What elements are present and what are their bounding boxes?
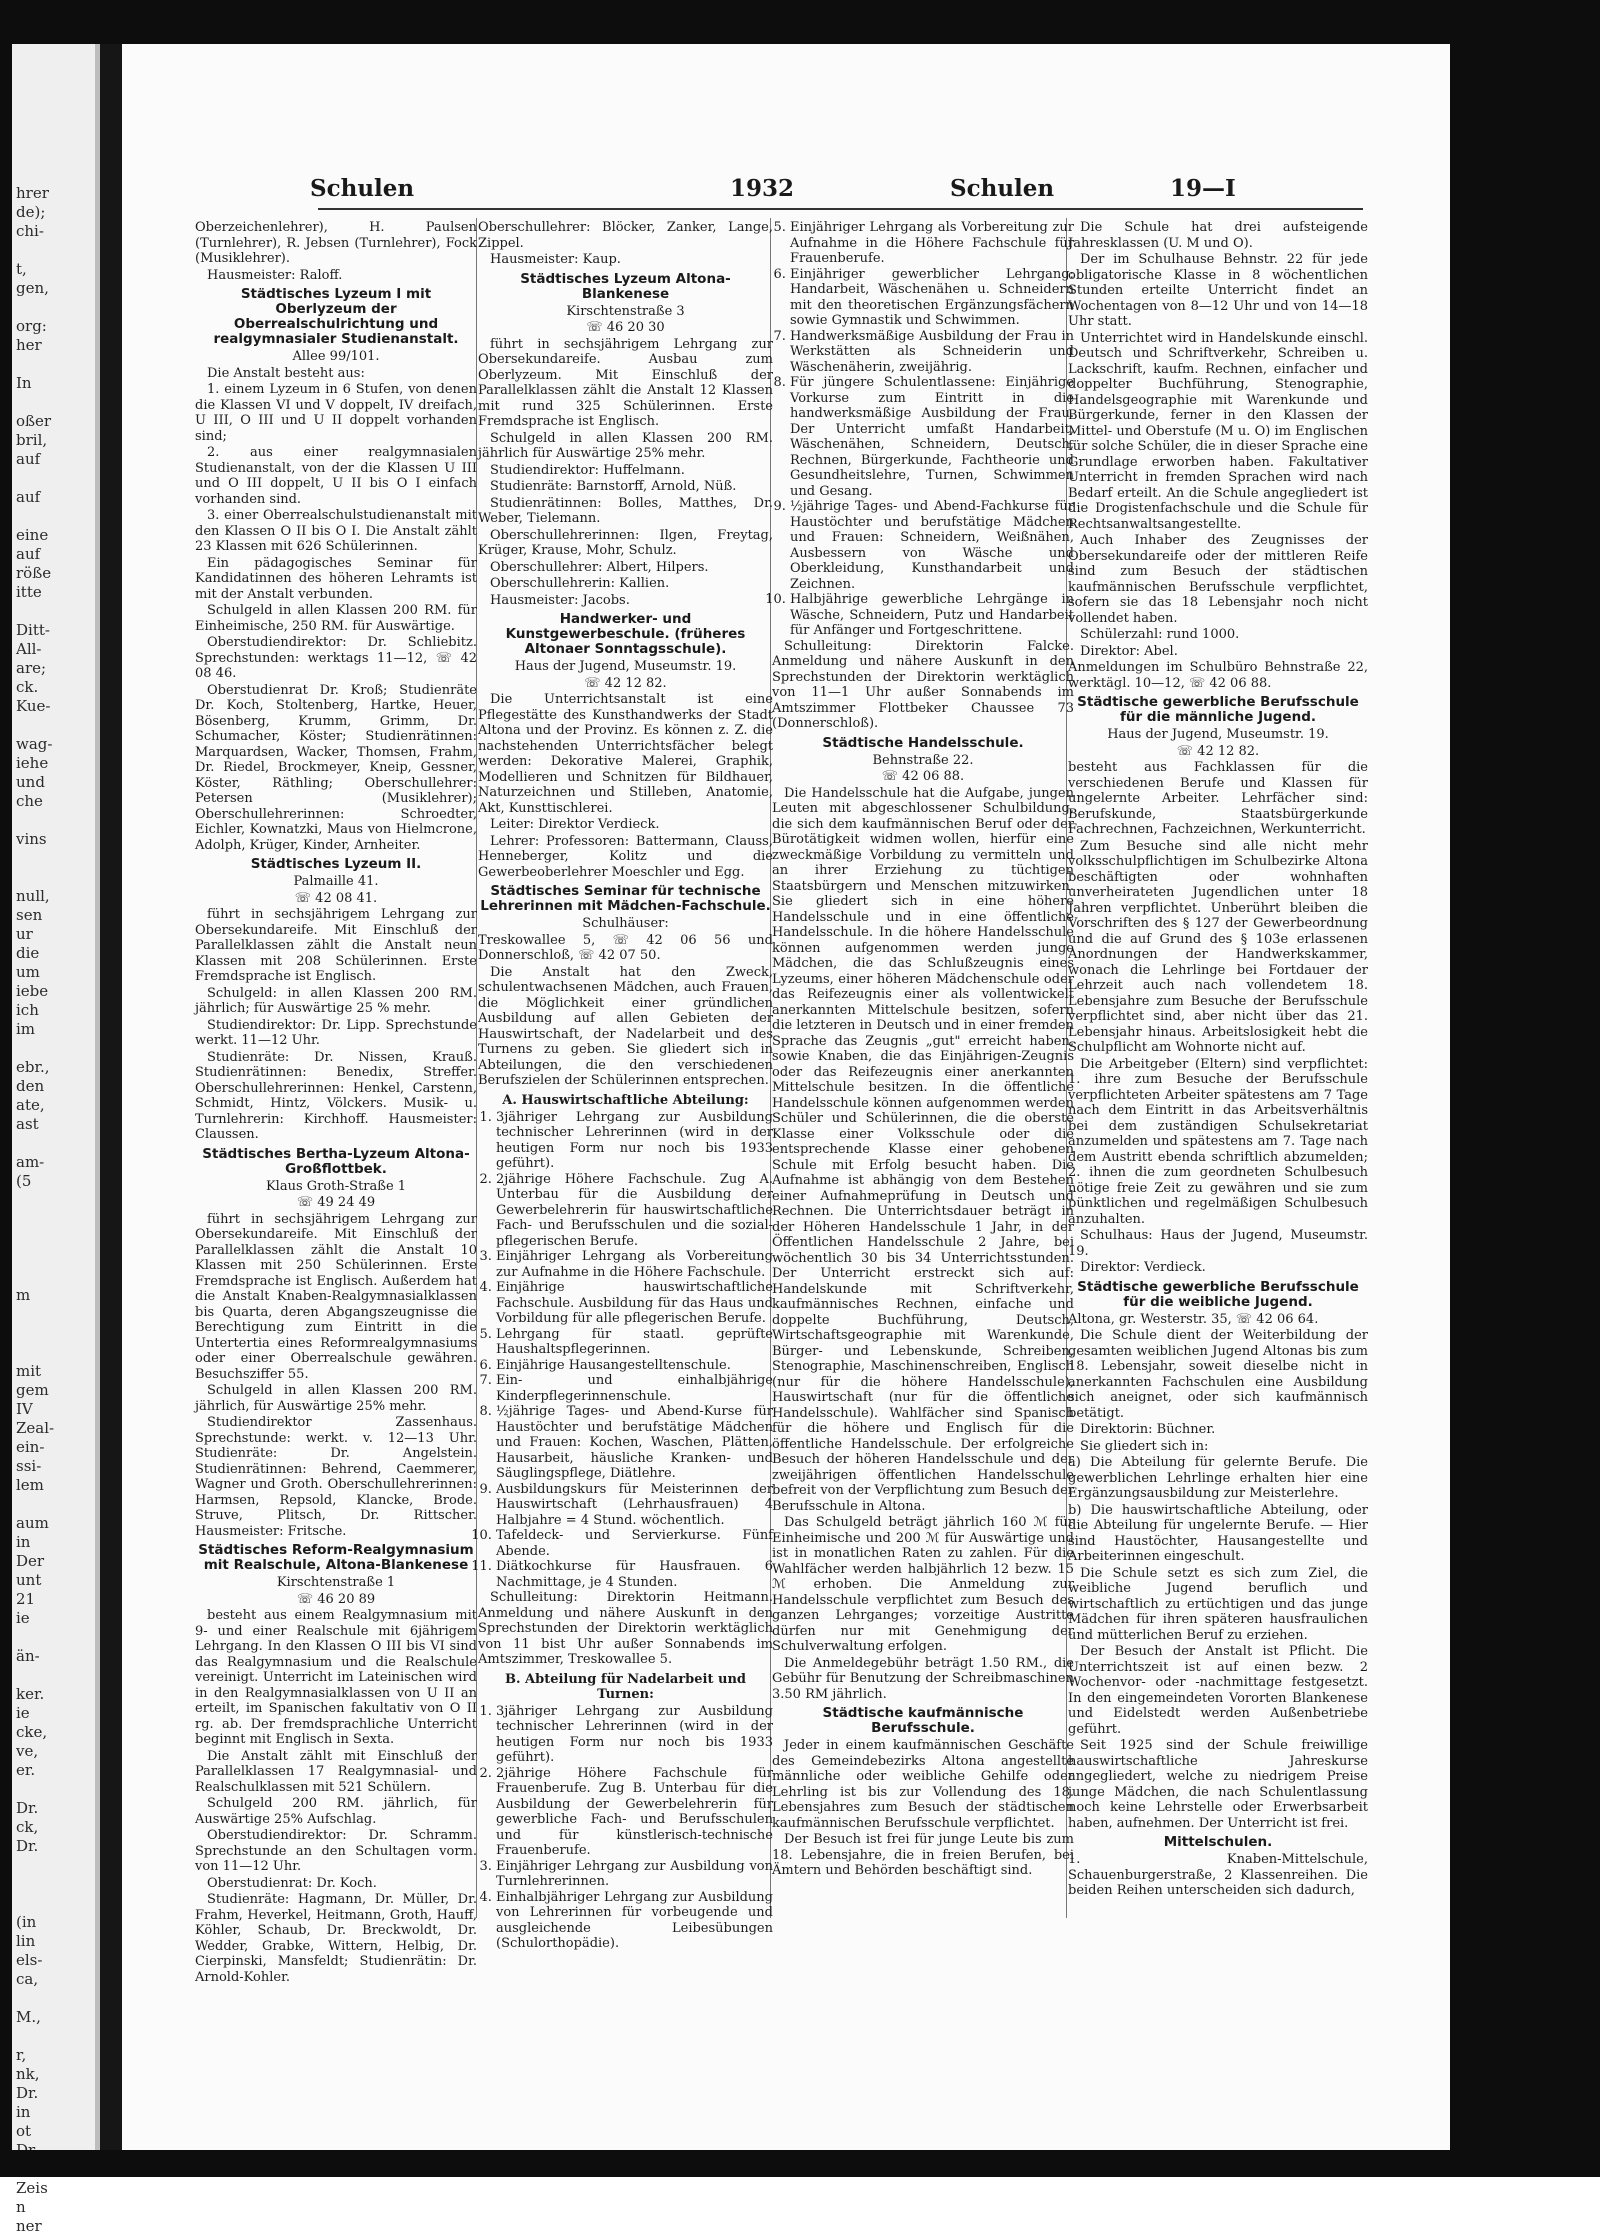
previous-page-fragment: eine — [16, 526, 49, 544]
previous-page-fragment: IV — [16, 1400, 33, 1418]
numbered-list — [772, 220, 1074, 639]
previous-page-fragment: Zeis — [16, 2179, 48, 2197]
paragraph: Die Anstalt zählt mit Einschluß der Parallelklassen 17 Realgymnasial- und Realschulklassen mit 521 Schülern. — [195, 1748, 477, 1795]
previous-page-fragment: än- — [16, 1647, 40, 1665]
paragraph: Studienrätinnen: Bolles, Matthes, Dr. Weber, Tielemann. — [478, 495, 773, 526]
paragraph: Oberstudienrat Dr. Kroß; Studienräte Dr. Koch, Stoltenberg, Hartke, Heuer, Bösenberg, Krumm, Grimm, Dr. Schumacher, Köster; Studienrätinnen: Marquardsen, Wacker, Thomsen, Frahm, Dr. Riedel, Brockmeyer, Kneip, Gessner, Köster, Räthling; Oberschullehrer: Petersen (Musiklehrer); Oberschullehrerinnen: Schroedter, Eichler, Kownatzki, Maus von Hielmcrone, Adolph, Krüger, Kinder, Arnheiter. — [195, 682, 477, 853]
previous-page-fragment: Dr. — [16, 1837, 39, 1855]
previous-page-fragment: ast — [16, 1115, 39, 1133]
address-line: ☏ 42 12 82. — [1176, 743, 1260, 759]
paragraph: Oberstudiendirektor: Dr. Schramm. Sprechstunde an den Schultagen vorm. von 11—12 Uhr. — [195, 1828, 477, 1874]
paragraph: Schulgeld in allen Klassen 200 RM. jährlich, für Auswärtige 25% mehr. — [195, 1383, 477, 1414]
previous-page-fragment: ck. — [16, 678, 39, 696]
previous-page-fragment: um — [16, 963, 40, 981]
previous-page-fragment: ie — [16, 1704, 30, 1722]
paragraph: Oberzeichenlehrer), H. Paulsen (Turnlehrer), R. Jebsen (Turnlehrer), Fock (Musiklehrer). — [195, 220, 477, 266]
list-item: 9. Ausbildungskurs für Meisterinnen der Hauswirtschaft (Lehrhausfrauen) 4 Halbjahre = 4 Stund. wöchentlich. — [496, 1482, 773, 1529]
page-number: 19—I — [1170, 175, 1236, 202]
previous-page-fragment: 21 — [16, 1590, 36, 1608]
previous-page-fragment: iebe — [16, 982, 49, 1000]
header-left-title: Schulen — [310, 175, 415, 202]
previous-page-fragment: Dr. — [16, 2084, 39, 2102]
address-line: ☏ 49 24 49 — [296, 1195, 376, 1210]
paragraph: Zum Besuche sind alle nicht mehr volksschulpflichtigen im Schulbezirke Altona beschäftigten oder wohnhaften unverheirateten Jugendlichen unter 18 Jahren verpflichtet. Unberührt bleiben die Vorschriften des § 127 der Gewerbeordnung und die auf Grund des § 103e erlassenen Anordnungen der Handwerkskammer, wonach die Lehrlinge bei Fortdauer der Lehrzeit auch nach vollendetem 18. Lebensjahre zum Besuche der Berufsschule verpflichtet sind, aber nicht über das 21. Lebensjahr hinaus. Arbeitslosigkeit hebt die Schulpflicht am Wohnorte nicht auf. — [1068, 838, 1368, 1055]
paragraph: b) Die hauswirtschaftliche Abteilung, oder die Abteilung für ungelernte Berufe. — Hier sind Haustöchter, Hausangestellte und Arbeiterinnen eingeschult. — [1068, 1502, 1368, 1564]
numbered-list — [478, 1704, 773, 1952]
previous-page-fragment: In — [16, 374, 32, 392]
list-item: 2. 2jährige Höhere Fachschule für Frauenberufe. Zug B. Unterbau für die Ausbildung der Gewerbelehrerin für gewerbliche Fach- und Berufsschulen und für künstlerisch-technische Frauenberufe. — [496, 1766, 773, 1859]
previous-page-fragment: sen — [16, 906, 43, 924]
paragraph: Hausmeister: Raloff. — [207, 267, 343, 283]
previous-page-fragment: in — [16, 1533, 31, 1551]
paragraph: Oberstudiendirektor: Dr. Schliebitz. Sprechstunden: werktags 11—12, ☏ 42 08 46. — [195, 635, 477, 681]
paragraph: Das Schulgeld beträgt jährlich 160 ℳ für Einheimische und 200 ℳ für Auswärtige und ist in monatlichen Raten zu zahlen. Für die Wahlfächer werden halbjährlich 12 bezw. 15 ℳ erhoben. Die Anmeldung zur Handelsschule verpflichtet zum Besuch des ganzen Lehrganges; vorzeitige Austritte dürfen nur mit Genehmigung der Schulverwaltung erfolgen. — [772, 1515, 1074, 1654]
previous-page-fragment: are; — [16, 659, 47, 677]
paragraph: Treskowallee 5, ☏ 42 06 56 und Donnerschloß, ☏ 42 07 50. — [478, 932, 773, 963]
paragraph: Die Schule setzt es sich zum Ziel, die weibliche Jugend beruflich und wirtschaftlich zu ertüchtigen und das junge Mädchen für ihren späteren hausfraulichen und mütterlichen Beruf zu erziehen. — [1068, 1565, 1368, 1643]
paragraph: Schulleitung: Direktorin Falcke. Anmeldung und nähere Auskunft in den Sprechstunden der Direktorin werktäglich von 11—1 Uhr außer Sonnabends im Amtszimmer Flottbeker Chaussee 73 (Donnerschloß). — [772, 638, 1074, 731]
list-item: 4. Einhalbjähriger Lehrgang zur Ausbildung von Lehrerinnen für vorbeugende und ausgleichende Leibesübungen (Schulorthopädie). — [496, 1890, 773, 1952]
subsection-heading: A. Hauswirtschaftliche Abteilung: — [502, 1092, 749, 1108]
previous-page-fragment: ur — [16, 925, 33, 943]
paragraph: Schulleitung: Direktorin Heitmann. Anmeldung und nähere Auskunft in den Sprechstunden der Direktorin werktäglich von 11 bist Uhr außer Sonnabends im Amtszimmer, Treskowallee 5. — [478, 1590, 773, 1667]
previous-page-fragment: All- — [16, 640, 42, 658]
previous-page-fragment: ssi- — [16, 1457, 42, 1475]
previous-page-fragment: r, — [16, 2046, 27, 2064]
scan-border-bottom — [0, 2150, 1600, 2177]
header-right-title: Schulen — [950, 175, 1055, 202]
paragraph: Die Arbeitgeber (Eltern) sind verpflichtet: 1. ihre zum Besuche der Berufsschule verpflichteten Arbeiter spätestens am 7 Tage nach dem Eintritt in das Arbeitsverhältnis bei dem zuständigen Schulsekretariat anzumelden und spätestens am 7. Tage nach dem Austritt ebenda schriftlich abzumelden; 2. ihnen die zum geordneten Schulbesuch nötige freie Zeit zu gewähren und sie zum pünktlichen und regelmäßigen Schulbesuch anzuhalten. — [1068, 1056, 1368, 1227]
previous-page-edge — [12, 44, 95, 2235]
previous-page-fragment: org: — [16, 317, 47, 335]
previous-page-fragment: ck, — [16, 1818, 39, 1836]
previous-page-fragment: lem — [16, 1476, 44, 1494]
list-item: 10. Tafeldeck- und Servierkurse. Fünf Abende. — [496, 1528, 773, 1559]
paragraph: besteht aus Fachklassen für die verschiedenen Berufe und Klassen für ungelernte Arbeiter. Lehrfächer sind: Berufskunde, Staatsbürgerkunde Fachrechnen, Fachzeichnen, Werkunterricht. — [1068, 760, 1368, 837]
previous-page-fragment: (in — [16, 1913, 37, 1931]
paragraph: Studiendirektor: Dr. Lipp. Sprechstunde werkt. 11—12 Uhr. — [195, 1017, 477, 1048]
paragraph: 3. einer Oberrealschulstudienanstalt mit den Klassen O II bis O I. Die Anstalt zählt 23 Klassen mit 626 Schülerinnen. — [195, 508, 477, 554]
previous-page-fragment: Kue- — [16, 697, 51, 715]
previous-page-fragment: auf — [16, 545, 41, 563]
paragraph: Oberschullehrer: Albert, Hilpers. — [490, 559, 709, 575]
previous-page-fragment: null, — [16, 887, 50, 905]
paragraph: Studiendirektor Zassenhaus. Sprechstunde: werkt. v. 12—13 Uhr. Studienräte: Dr. Angelstein. Studienrätinnen: Behrend, Caemmerer, Wagner und Groth. Oberschullehrerinnen: Harmsen, Repsold, Klancke, Brode. Struve, Plitsch, Dr. Rittscher. Hausmeister: Fritsche. — [195, 1415, 477, 1539]
previous-page-fragment: ebr., — [16, 1058, 50, 1076]
paragraph: Die Schule dient der Weiterbildung der gesamten weiblichen Jugend Altonas bis zum 18. Lebensjahr, soweit dieselbe nicht in anerkannten Fachschulen eine Ausbildung sich aneignet, oder sich kaufmännisch betätigt. — [1068, 1328, 1368, 1421]
previous-page-fragment: ate, — [16, 1096, 45, 1114]
paragraph: Die Anstalt hat den Zweck, schulentwachsenen Mädchen, auch Frauen, die Möglichkeit einer gründlichen Ausbildung auf allen Gebieten der Hauswirtschaft, der Nadelarbeit und des Turnens zu geben. Sie gliedert sich in Abteilungen, die den verschiedenen Berufszielen der Schülerinnen entsprechen. — [478, 964, 773, 1088]
list-item: 1. 3jähriger Lehrgang zur Ausbildung technischer Lehrerinnen (wird in der heutigen Form nur noch bis 1933 geführt). — [496, 1110, 773, 1172]
text-column-3 — [772, 220, 1074, 2100]
paragraph: Studienräte: Dr. Nissen, Krauß. Studienrätinnen: Benedix, Streffer. Oberschullehrerinnen: Henkel, Carstenn, Schmidt, Hintz, Völckers. Musik- u. Turnlehrerin: Kirchhoff. Hausmeister: Claussen. — [195, 1049, 477, 1142]
paragraph: Studienräte: Hagmann, Dr. Müller, Dr. Frahm, Heverkel, Heitmann, Groth, Hauff, Köhler, Schaub, Dr. Breckwoldt, Dr. Wedder, Grabke, Wittern, Helbig, Dr. Cierpinski, Mansfeldt; Studienrätin: Dr. Arnold-Kohler. — [195, 1892, 477, 1985]
paragraph: Leiter: Direktor Verdieck. — [490, 817, 660, 832]
list-item: 8. ½jährige Tages- und Abend-Kurse für Haustöchter und berufstätige Mädchen und Frauen: Kochen, Waschen, Plätten, Hausarbeit, häusliche Kranken- und Säuglingspflege, Diätlehre. — [496, 1404, 773, 1482]
paragraph: Studienräte: Barnstorff, Arnold, Nüß. — [490, 479, 737, 494]
paragraph: führt in sechsjährigem Lehrgang zur Obersekundareife. Mit Einschluß der Parallelklassen zählt die Anstalt 10 Klassen mit 250 Schülerinnen. Erste Fremdsprache ist Englisch. Außerdem hat die Anstalt Knaben-Realgymnasialklassen bis Quarta, deren Abgangszeugnisse die Berechtigung zum Eintritt in die Untertertia eines Reformrealgymnasiums oder einer Oberrealschule gewähren. Besuchsziffer 55. — [195, 1211, 477, 1382]
previous-page-fragment: iehe — [16, 754, 49, 772]
previous-page-fragment: auf — [16, 450, 41, 468]
previous-page-fragment: lin — [16, 1932, 36, 1950]
list-item: 2. 2jährige Höhere Fachschule. Zug A. Unterbau für die Ausbildung der Gewerbelehrerin für hauswirtschaftliche Fach- und Berufsschulen und die sozial-pflegerischen Berufe. — [496, 1172, 773, 1250]
previous-page-fragment: auf — [16, 488, 41, 506]
previous-page-fragment: in — [16, 2103, 31, 2121]
binding-gutter — [100, 44, 122, 2150]
text-column-4 — [1068, 220, 1368, 2100]
previous-page-fragment: n — [16, 2198, 26, 2216]
section-heading: Städtische gewerbliche Berufsschule für die männliche Jugend. — [1077, 694, 1359, 725]
list-item: 10. Halbjährige gewerbliche Lehrgänge in Wäsche, Schneidern, Putz und Handarbeit für Anfänger und Fortgeschrittene. — [790, 592, 1074, 639]
previous-page-fragment: den — [16, 1077, 45, 1095]
previous-page-fragment: de); — [16, 203, 46, 221]
paragraph: Lehrer: Professoren: Battermann, Clauss, Henneberger, Kolitz und die Gewerbeoberlehrer Moeschler und Egg. — [478, 833, 773, 880]
paragraph: Seit 1925 sind der Schule freiwillige hauswirtschaftliche Jahreskurse angegliedert, welche zu niedrigem Preise junge Mädchen, die nach Schulentlassung noch keine Lehrstelle oder Erwerbsarbeit haben, aufnehmen. Der Unterricht ist frei. — [1068, 1738, 1368, 1831]
previous-page-fragment: am- — [16, 1153, 45, 1171]
section-heading: Städtisches Seminar für technische Lehrerinnen mit Mädchen-Fachschule. — [480, 883, 771, 914]
address-line: ☏ 42 08 41. — [294, 890, 378, 906]
section-heading: Städtisches Bertha-Lyzeum Altona-Großflottbek. — [202, 1145, 470, 1177]
section-heading: Mittelschulen. — [1163, 1834, 1273, 1850]
list-item: 6. Einjähriger gewerblicher Lehrgang: Handarbeit, Wäschenähen u. Schneidern mit den theoretischen Ergänzungsfächern sowie Gymnastik und Schwimmen. — [790, 267, 1074, 329]
previous-page-fragment: und — [16, 773, 45, 791]
header-year: 1932 — [730, 175, 795, 202]
previous-page-fragment: hrer — [16, 184, 49, 202]
previous-page-fragment: oßer — [16, 412, 52, 430]
paragraph: Die Anmeldegebühr beträgt 1.50 RM., die Gebühr für Benutzung der Schreibmaschinen 3.50 RM jährlich. — [772, 1655, 1074, 1702]
previous-page-fragment: ca, — [16, 1970, 39, 1988]
section-heading: Städtisches Lyzeum I mit Oberlyzeum der Oberrealschulrichtung und realgymnasialer Studienanstalt. — [213, 286, 459, 347]
address-line: ☏ 46 20 89 — [296, 1591, 376, 1607]
list-item: 7. Handwerksmäßige Ausbildung der Frau in Werkstätten als Schneiderin und Wäschenäherin, zweijährig. — [790, 329, 1074, 376]
paragraph: 1. einem Lyzeum in 6 Stufen, von denen die Klassen VI und V doppelt, IV dreifach, U III, O III und U II doppelt vorhanden sind; — [195, 382, 477, 444]
previous-page-fragment: chi- — [16, 222, 44, 240]
list-item: 6. Einjährige Hausangestelltenschule. — [496, 1358, 773, 1374]
paragraph: Oberschullehrerin: Kallien. — [490, 576, 670, 591]
previous-page-fragment: die — [16, 944, 40, 962]
previous-page-fragment: Zeal- — [16, 1419, 55, 1437]
paragraph: Oberschullehrer: Blöcker, Zanker, Lange, Zippel. — [478, 220, 773, 251]
text-column-2 — [478, 220, 773, 2100]
previous-page-fragment: im — [16, 1020, 36, 1038]
list-item: 1. 3jähriger Lehrgang zur Ausbildung technischer Lehrerinnen (wird in der heutigen Form nur noch bis 1933 geführt). — [496, 1704, 773, 1766]
text-column-1 — [195, 220, 477, 2100]
previous-page-fragment: M., — [16, 2008, 41, 2026]
paragraph: Hausmeister: Jacobs. — [490, 592, 630, 608]
paragraph: Schulgeld: in allen Klassen 200 RM. jährlich; für Auswärtige 25 % mehr. — [195, 985, 477, 1016]
address-line: ☏ 46 20 30 — [586, 320, 665, 335]
list-item: 7. Ein- und einhalbjährige Kinderpflegerinnenschule. — [496, 1373, 773, 1404]
paragraph: Die Unterrichtsanstalt ist eine Pflegestätte des Kunsthandwerks der Stadt Altona und der Provinz. Es können z. Z. die nachstehenden Unterrichtsfächer belegt werden: Dekorative Malerei, Graphik, Modellieren und Schnitzen für Bildhauer, Naturzeichnen und Stilleben, Anatomie, Akt, Kunsttischlerei. — [478, 692, 773, 816]
previous-page-fragment: Dr. — [16, 1799, 39, 1817]
paragraph: Die Anstalt besteht aus: — [207, 365, 365, 381]
list-item: 9. ½jährige Tages- und Abend-Fachkurse für Haustöchter und berufstätige Mädchen und Frauen: Schneidern, Weißnähen, Ausbessern von Wäsche und Oberkleidung, Kunsthandarbeit und Zeichnen. — [790, 499, 1074, 592]
address-line: Kirschtenstraße 1 — [276, 1575, 396, 1590]
paragraph: Studiendirektor: Huffelmann. — [490, 462, 685, 478]
list-item: 3. Einjähriger Lehrgang als Vorbereitung zur Aufnahme in die Höhere Fachschule. — [496, 1249, 773, 1280]
paragraph: Jeder in einem kaufmännischen Geschäfte des Gemeindebezirks Altona angestellte männliche oder weibliche Gehilfe oder Lehrling ist bis zur Vollendung des 18. Lebensjahres zum Besuch der städtischen kaufmännischen Berufsschule verpflichtet. — [772, 1738, 1074, 1831]
paragraph: Die Schule hat drei aufsteigende Jahresklassen (U. M und O). — [1068, 220, 1368, 251]
address-line: ☏ 42 06 88. — [881, 769, 965, 784]
previous-page-fragment: unt — [16, 1571, 42, 1589]
previous-page-fragment: gen, — [16, 279, 49, 297]
paragraph: Sie gliedert sich in: — [1080, 1438, 1209, 1454]
previous-page-fragment: che — [16, 792, 43, 810]
paragraph: Direktorin: Büchner. — [1080, 1422, 1216, 1437]
previous-page-fragment: ich — [16, 1001, 39, 1019]
previous-page-fragment: ot — [16, 2122, 32, 2140]
list-item: 3. Einjähriger Lehrgang zur Ausbildung von Turnlehrerinnen. — [496, 1859, 773, 1890]
address-line: Palmaille 41. — [293, 874, 379, 889]
paragraph: Schulgeld 200 RM. jährlich, für Auswärtige 25% Aufschlag. — [195, 1796, 477, 1827]
section-heading: Städtisches Reform-Realgymnasium mit Realschule, Altona-Blankenese — [198, 1542, 474, 1573]
previous-page-fragment: bril, — [16, 431, 48, 449]
paragraph: Der Besuch der Anstalt ist Pflicht. Die Unterrichtszeit ist auf einen bezw. 2 Wochenvor- oder -nachmittage festgesetzt. In den eingemeindeten Vororten Blankenese und Eidelstedt werden Außenbetriebe geführt. — [1068, 1644, 1368, 1737]
previous-page-fragment: vins — [16, 830, 47, 848]
paragraph: 1. Knaben-Mittelschule, Schauenburgerstraße, 2 Klassenreihen. Die beiden Reihen unterscheiden sich dadurch, — [1068, 1852, 1368, 1898]
paragraph: Schulhaus: Haus der Jugend, Museumstr. 19. — [1068, 1228, 1368, 1259]
paragraph: Schülerzahl: rund 1000. — [1080, 627, 1240, 642]
paragraph: a) Die Abteilung für gelernte Berufe. Die gewerblichen Lehrlinge erhalten hier eine Ergänzungsausbildung zur Meisterlehre. — [1068, 1455, 1368, 1501]
previous-page-fragment: cke, — [16, 1723, 48, 1741]
section-heading: Städtische Handelsschule. — [822, 734, 1024, 751]
previous-page-fragment: Der — [16, 1552, 45, 1570]
scan-border-right — [1450, 0, 1600, 2177]
paragraph: Der Besuch ist frei für junge Leute bis zum 18. Lebensjahre, die in freien Berufen, bei Ämtern und Behörden beschäftigt sind. — [772, 1832, 1074, 1878]
paragraph: führt in sechsjährigem Lehrgang zur Obersekundareife. Mit Einschluß der Parallelklassen zählt die Anstalt neun Klassen mit 208 Schülerinnen. Erste Fremdsprache ist Englisch. — [195, 907, 477, 984]
scan-border-top — [0, 0, 1600, 44]
address-line: Haus der Jugend, Museumstr. 19. — [1107, 727, 1329, 742]
previous-page-fragment: ve, — [16, 1742, 39, 1760]
previous-page-fragment: (5 — [16, 1172, 32, 1190]
paragraph: 2. aus einer realgymnasialen Studienanstalt, von der die Klassen U III und O III doppelt, U II bis O I einfach vorhanden sind. — [195, 445, 477, 507]
list-item: 4. Einjährige hauswirtschaftliche Fachschule. Ausbildung für das Haus und Vorbildung für alle pflegerischen Berufe. — [496, 1280, 773, 1327]
previous-page-fragment: mit — [16, 1362, 42, 1380]
paragraph: Altona, gr. Westerstr. 35, ☏ 42 06 64. — [1068, 1311, 1319, 1327]
list-item: 11. Diätkochkurse für Hausfrauen. 6 Nachmittage, je 4 Stunden. — [496, 1559, 773, 1590]
previous-page-fragment: er. — [16, 1761, 36, 1779]
previous-page-fragment: ner — [16, 2217, 42, 2235]
scan-border-left — [0, 0, 12, 2177]
paragraph: Ein pädagogisches Seminar für Kandidatinnen des höheren Lehramts ist mit der Anstalt verbunden. — [195, 555, 477, 602]
section-heading: Städtische kaufmännische Berufsschule. — [822, 1705, 1024, 1736]
section-heading: Handwerker- und Kunstgewerbeschule. (früheres Altonaer Sonntagsschule). — [505, 611, 746, 657]
previous-page-fragment: ker. — [16, 1685, 45, 1703]
numbered-list — [478, 1110, 773, 1591]
paragraph: besteht aus einem Realgymnasium mit 9- und einer Realschule mit 6jährigem Lehrgang. In den Klassen O III bis VI sind das Realgymnasium und die Realschule vereinigt. Unterricht im Lateinischen wird in den Realgymnasialklassen von U II an erteilt, im Spanischen fakultativ von O II rg. ab. Der fremdsprachliche Unterricht beginnt mit Englisch in Sexta. — [195, 1608, 477, 1747]
paragraph: Der im Schulhause Behnstr. 22 für jede obligatorische Klasse in 8 wöchentlichen Stunden erteilte Unterricht findet an Wochentagen von 8—12 Uhr und von 14—18 Uhr statt. — [1068, 252, 1368, 329]
previous-page-fragment: itte — [16, 583, 42, 601]
previous-page-fragment: Ditt- — [16, 621, 50, 639]
subsection-heading: B. Abteilung für Nadelarbeit und Turnen: — [504, 1671, 746, 1702]
previous-page-fragment: t, — [16, 260, 27, 278]
address-line: Klaus Groth-Straße 1 — [265, 1178, 407, 1194]
header-rule — [318, 208, 1363, 210]
previous-page-fragment: her — [16, 336, 42, 354]
address-line: Allee 99/101. — [292, 349, 380, 364]
address-line: Schulhäuser: — [582, 916, 669, 931]
paragraph: führt in sechsjährigem Lehrgang zur Obersekundareife. Ausbau zum Oberlyzeum. Mit Einschluß der Parallelklassen zählt die Anstalt 12 Klassen mit rund 325 Schülerinnen. Erste Fremdsprache ist Englisch. — [478, 336, 773, 429]
previous-page-fragment: nk, — [16, 2065, 40, 2083]
section-heading: Städtisches Lyzeum II. — [250, 856, 422, 872]
previous-page-fragment: ein- — [16, 1438, 45, 1456]
address-line: Haus der Jugend, Museumstr. 19. — [514, 659, 737, 674]
list-item: 8. Für jüngere Schulentlassene: Einjährige Vorkurse zum Eintritt in die handwerksmäßige Ausbildung der Frau. Der Unterricht umfaßt Handarbeit, Wäschenähen, Schneidern, Deutsch, Rechnen, Bürgerkunde, Fachtheorie und Gesundheitslehre, Turnen, Schwimmen und Gesang. — [790, 375, 1074, 499]
address-line: Kirschtenstraße 3 — [566, 303, 685, 319]
address-line: Behnstraße 22. — [872, 752, 974, 768]
list-item: 5. Lehrgang für staatl. geprüfte Haushaltspflegerinnen. — [496, 1327, 773, 1358]
previous-page-fragment: els- — [16, 1951, 43, 1969]
paragraph: Hausmeister: Kaup. — [490, 252, 621, 267]
paragraph: Schulgeld in allen Klassen 200 RM. für Einheimische, 250 RM. für Auswärtige. — [195, 603, 477, 634]
previous-page-fragment: gem — [16, 1381, 49, 1399]
list-item: 5. Einjähriger Lehrgang als Vorbereitung zur Aufnahme in die Höhere Fachschule für Frauenberufe. — [790, 220, 1074, 267]
previous-page-fragment: aum — [16, 1514, 49, 1532]
paragraph: Anmeldungen im Schulbüro Behnstraße 22, werktägl. 10—12, ☏ 42 06 88. — [1068, 660, 1368, 691]
paragraph: Direktor: Verdieck. — [1080, 1260, 1206, 1275]
section-heading: Städtische gewerbliche Berufsschule für die weibliche Jugend. — [1077, 1278, 1359, 1310]
section-heading: Städtisches Lyzeum Altona-Blankenese — [520, 270, 731, 302]
previous-page-fragment: ie — [16, 1609, 30, 1627]
paragraph: Unterrichtet wird in Handelskunde einschl. Deutsch und Schriftverkehr, Schreiben u. Lackschrift, kaufm. Rechnen, einfacher und doppelter Buchführung, Stenographie, Handelsgeographie mit Warenkunde und Bürgerkunde, ferner in den Klassen der Mittel- und Oberstufe (M u. O) im Englischen für solche Schüler, die in dieser Sprache eine Grundlage erworben haben. Fakultativer Unterricht in fremden Sprachen wird nach Bedarf erteilt. An die Schule angegliedert ist die Drogistenfachschule und die Schule für Rechtsanwaltsangestellte. — [1068, 330, 1368, 532]
paragraph: Schulgeld in allen Klassen 200 RM. jährlich für Auswärtige 25% mehr. — [478, 430, 773, 461]
previous-page-fragment: röße — [16, 564, 52, 582]
paragraph: Auch Inhaber des Zeugnisses der Obersekundareife oder der mittleren Reife sind zum Besuch der städtischen kaufmännischen Berufsschule verpflichtet, sofern sie das 18 Lebensjahr noch nicht vollendet haben. — [1068, 533, 1368, 626]
paragraph: Die Handelsschule hat die Aufgabe, jungen Leuten mit abgeschlossener Schulbildung, die sich dem kaufmännischen Beruf oder der Bürotätigkeit widmen wollen, hierfür eine zweckmäßige Vorbildung zu vermitteln und an ihrer Erziehung zu tüchtigen Staatsbürgern und Menschen mitzuwirken. Sie gliedert sich in eine höhere Handelsschule und in eine öffentliche Handelsschule. In die höhere Handelsschule können aufgenommen werden junge Mädchen, die das Schlußzeugnis eines Lyzeums, einer höheren Mädchenschule oder das Reifezeugnis einer als vollentwickelt anerkannten Mittelschule besitzen, sofern die letzteren in Deutsch und in einer fremden Sprache das Zeugnis „gut" erreicht haben, sowie Knaben, die das Einjährigen-Zeugnis oder das Reifezeugnis einer anerkannten Mittelschule besitzen. In die öffentliche Handelsschule können aufgenommen werden Schüler und Schülerinnen, die die oberste Klasse einer Volksschule oder die entsprechende Klasse einer gehobenen Schule mit Erfolg besucht haben. Die Aufnahme ist abhängig von dem Bestehen einer Aufnahmeprüfung in Deutsch und Rechnen. Die Unterrichtsdauer beträgt in der Höheren Handelsschule 1 Jahr, in der Öffentlichen Handelsschule 2 Jahre, bei wöchentlich 30 bis 34 Unterrichtsstunden. Der Unterricht erstreckt sich auf: Handelskunde mit Schriftverkehr, kaufmännisches Rechnen, einfache und doppelte Buchführung, Deutsch, Wirtschaftsgeographie mit Warenkunde, Bürger- und Lebenskunde, Schreiben, Stenographie, Maschinenschreiben, Englisch (nur für die höhere Handelsschule), Hauswirtschaft (nur für die öffentliche Handelsschule). Wahlfächer sind Spanisch für die höhere und Englisch für die öffentliche Handelsschule. Der erfolgreiche Besuch der höheren Handelsschule und der zweijährigen öffentlichen Handelsschule befreit von der Verpflichtung zum Besuch der Berufsschule in Altona. — [772, 785, 1074, 1514]
paragraph: Direktor: Abel. — [1080, 643, 1178, 659]
paragraph: Oberschullehrerinnen: Ilgen, Freytag, Krüger, Krause, Mohr, Schulz. — [478, 527, 773, 558]
paragraph: Oberstudienrat: Dr. Koch. — [207, 1875, 377, 1891]
previous-page-fragment: m — [16, 1286, 31, 1304]
address-line: ☏ 42 12 82. — [584, 675, 667, 691]
previous-page-fragment: wag- — [16, 735, 53, 753]
